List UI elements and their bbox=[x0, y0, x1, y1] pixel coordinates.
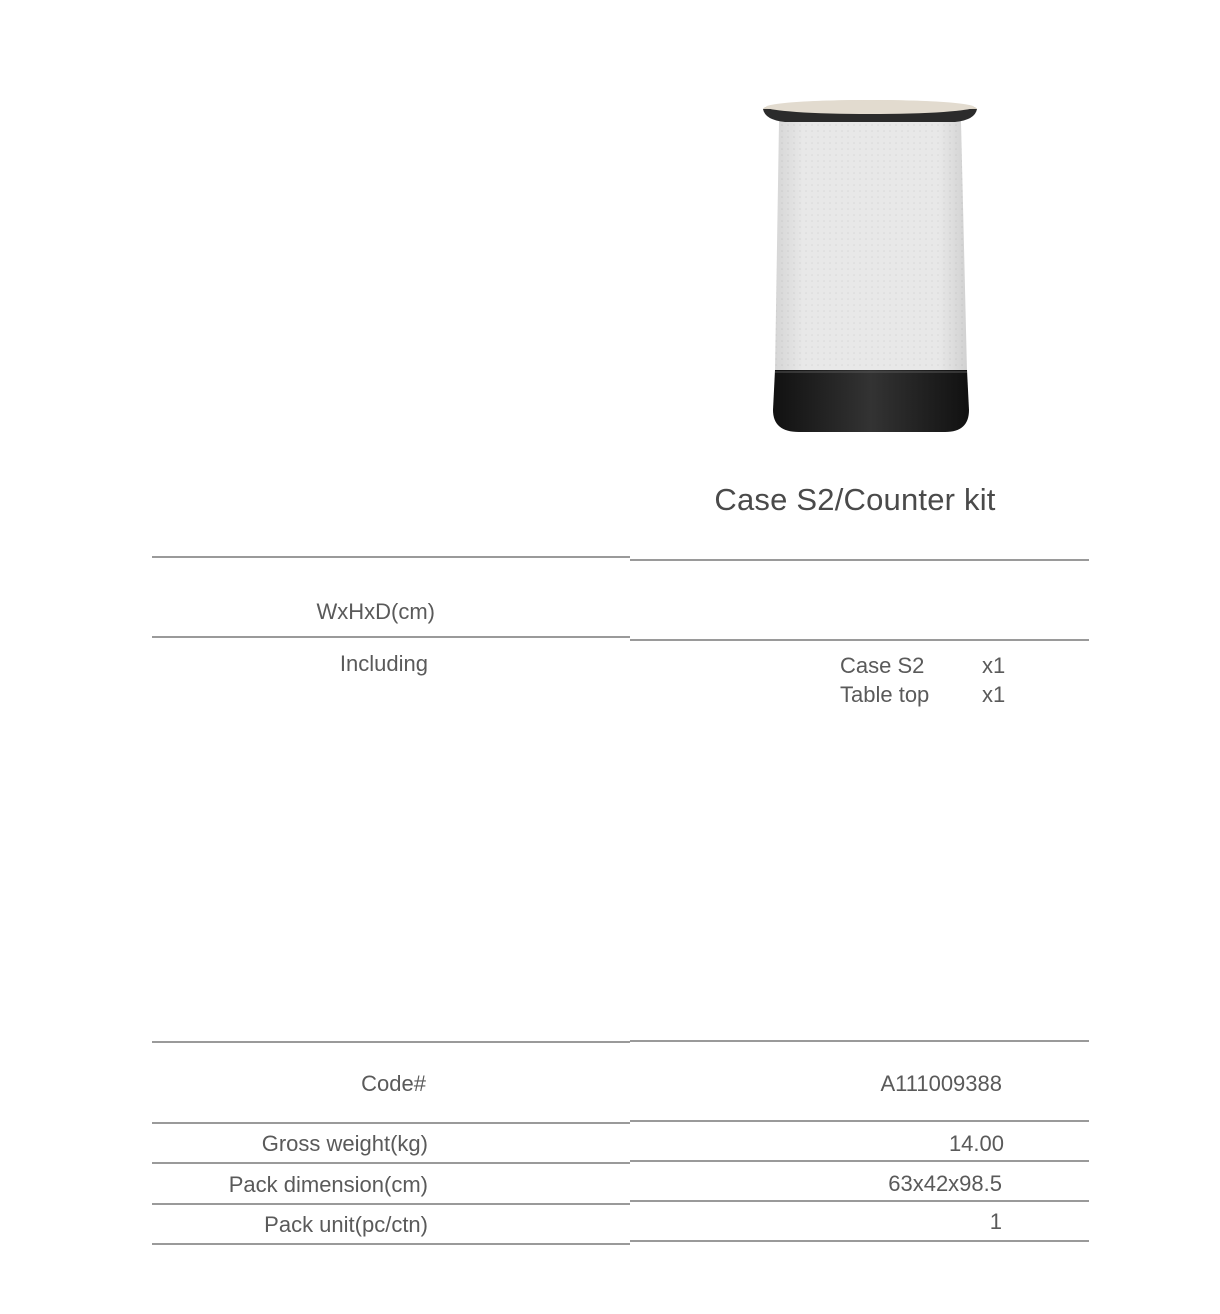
pack-dimension-value: 63x42x98.5 bbox=[888, 1171, 1002, 1196]
pack-unit-value: 1 bbox=[989, 1209, 1002, 1234]
gross-weight-label: Gross weight(kg) bbox=[261, 1131, 428, 1156]
divider bbox=[152, 1162, 630, 1164]
product-title: Case S2/Counter kit bbox=[714, 482, 996, 517]
divider bbox=[630, 1040, 1089, 1042]
divider bbox=[152, 1243, 630, 1245]
gross-weight-value: 14.00 bbox=[948, 1131, 1004, 1156]
divider bbox=[630, 1120, 1089, 1122]
divider bbox=[152, 1041, 630, 1043]
divider bbox=[152, 636, 630, 638]
divider bbox=[630, 1240, 1089, 1242]
including-item-qty: x1 bbox=[982, 653, 1006, 678]
divider bbox=[152, 1203, 630, 1205]
including-item-qty: x1 bbox=[982, 682, 1006, 707]
pack-unit-label: Pack unit(pc/ctn) bbox=[264, 1212, 428, 1237]
divider bbox=[152, 1122, 630, 1124]
pack-dimension-label: Pack dimension(cm) bbox=[228, 1172, 428, 1197]
counter-base bbox=[773, 370, 969, 432]
code-label: Code# bbox=[361, 1071, 426, 1096]
including-label: Including bbox=[339, 651, 428, 676]
counter-illustration bbox=[755, 92, 985, 442]
including-item-name: Table top bbox=[840, 682, 930, 707]
divider bbox=[630, 639, 1089, 641]
divider bbox=[630, 1200, 1089, 1202]
divider bbox=[630, 559, 1089, 561]
code-value: A111009388 bbox=[880, 1071, 1002, 1096]
product-image bbox=[755, 92, 985, 442]
divider bbox=[152, 556, 630, 558]
including-item-name: Case S2 bbox=[840, 653, 925, 678]
dimensions-label: WxHxD(cm) bbox=[316, 599, 435, 624]
divider bbox=[630, 1160, 1089, 1162]
